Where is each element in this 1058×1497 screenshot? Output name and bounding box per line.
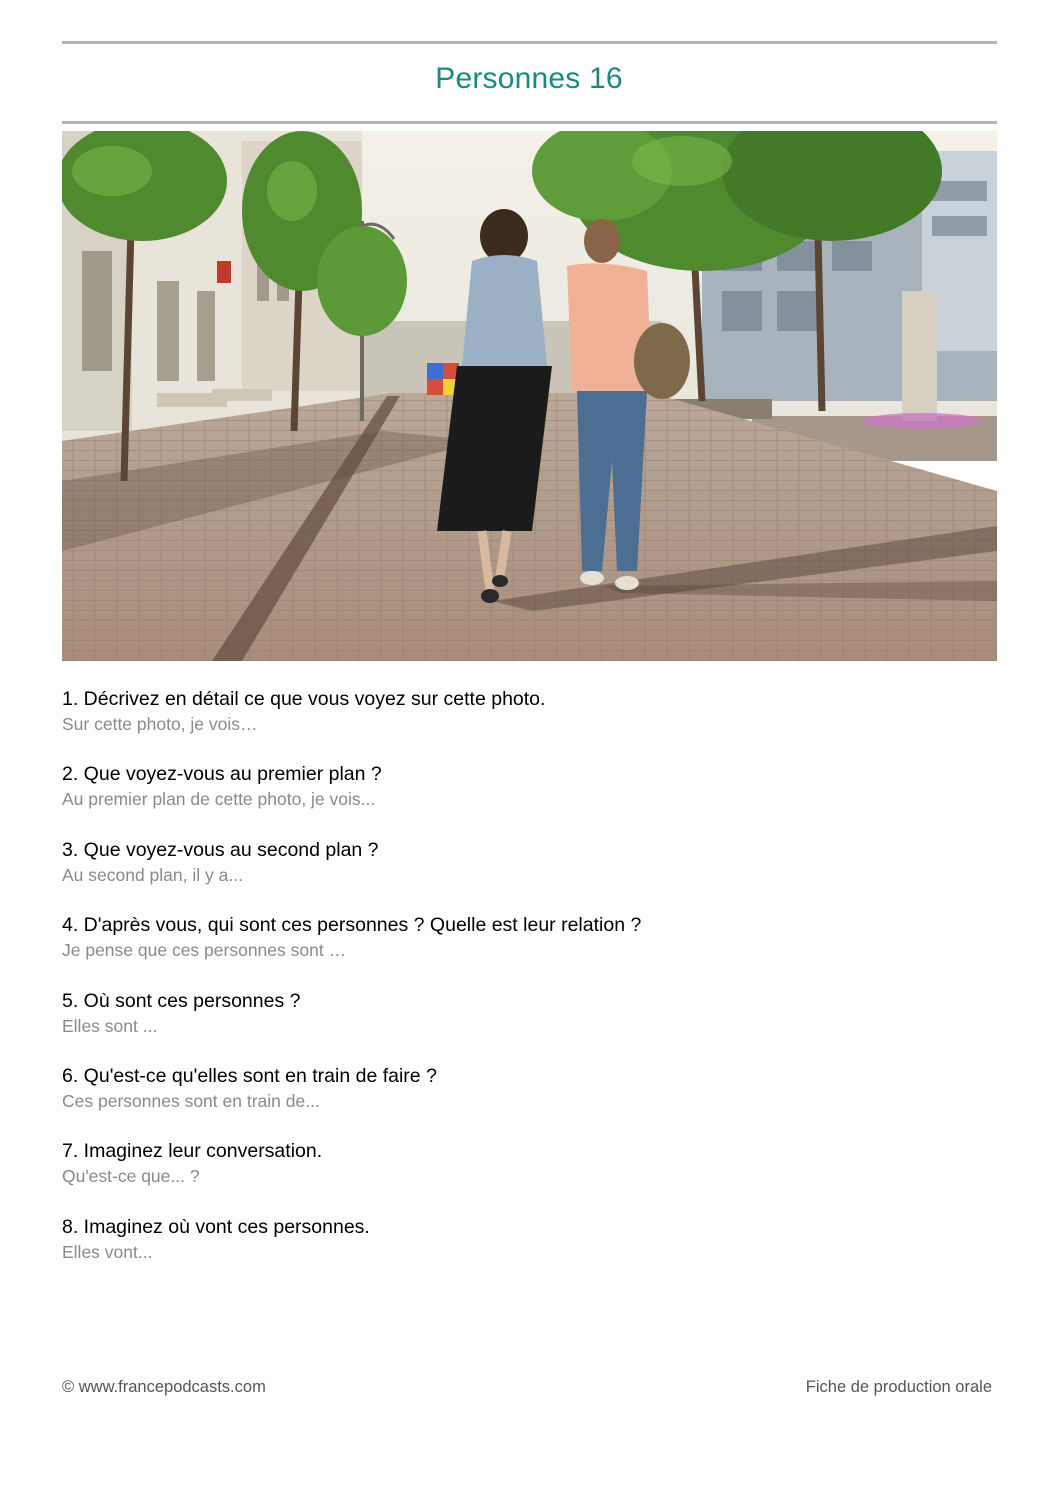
question-hint: Elles vont... <box>62 1241 153 1262</box>
question-text: 8. Imaginez où vont ces personnes. <box>62 1215 370 1238</box>
question-text: 3. Que voyez-vous au second plan ? <box>62 838 379 861</box>
footer-copyright-link[interactable]: © www.francepodcasts.com <box>62 1378 266 1396</box>
question-hint: Je pense que ces personnes sont … <box>62 940 347 961</box>
footer-document-type: Fiche de production orale <box>805 1378 992 1396</box>
question-hint: Au premier plan de cette photo, je vois... <box>62 789 376 810</box>
question-item <box>62 1214 997 1289</box>
question-text: 7. Imaginez leur conversation. <box>62 1140 323 1163</box>
question-item <box>62 988 997 1063</box>
question-list <box>62 686 997 1289</box>
top-divider <box>62 41 997 44</box>
question-item <box>62 912 997 987</box>
question-text: 5. Où sont ces personnes ? <box>62 989 301 1012</box>
question-text: 1. Décrivez en détail ce que vous voyez sur cette photo. <box>62 688 546 710</box>
street-photo <box>62 131 997 661</box>
question-item <box>62 837 997 912</box>
question-text: 2. Que voyez-vous au premier plan ? <box>62 763 382 786</box>
page-title: Personnes 16 <box>435 62 623 95</box>
question-text: 4. D'après vous, qui sont ces personnes ? Quelle est leur relation ? <box>62 914 642 937</box>
question-hint: Qu'est-ce que... ? <box>62 1166 200 1187</box>
title-divider <box>62 121 997 124</box>
question-text: 6. Qu'est-ce qu'elles sont en train de faire ? <box>62 1064 437 1087</box>
question-item <box>62 686 997 761</box>
question-item <box>62 1138 997 1213</box>
question-hint: Sur cette photo, je vois… <box>62 714 258 734</box>
question-hint: Elles sont ... <box>62 1015 158 1036</box>
question-item <box>62 761 997 836</box>
question-hint: Ces personnes sont en train de... <box>62 1090 320 1111</box>
question-item <box>62 1063 997 1138</box>
question-hint: Au second plan, il y a... <box>62 864 243 885</box>
